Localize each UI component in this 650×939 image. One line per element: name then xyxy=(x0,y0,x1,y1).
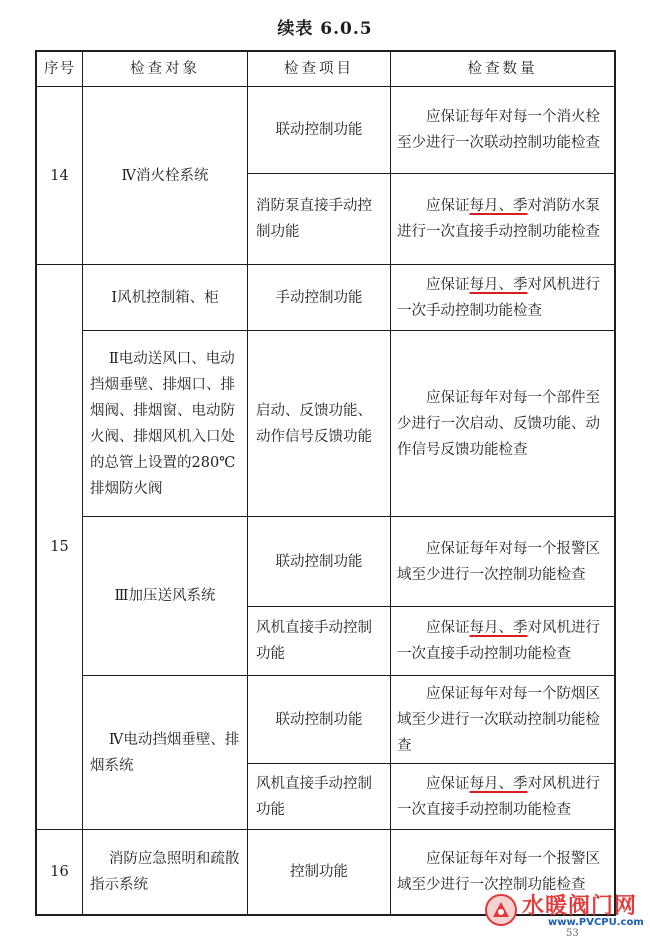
table-border-right xyxy=(614,50,616,916)
row15-object-3-item-1: 联动控制功能 xyxy=(275,553,363,570)
row15-object-3-quantity-1-text: 应保证每年对每一个报警区域至少进行一次控制功能检查 xyxy=(397,540,600,583)
row15-object-4-quantity-2-text xyxy=(397,771,609,823)
row16-quantity-text: 应保证每年对每一个报警区域至少进行一次控制功能检查 xyxy=(397,851,600,893)
row14-quantity-1 xyxy=(397,87,609,173)
header-quantity: 检查数量 xyxy=(467,60,538,77)
row15-object-4-quantity-2 xyxy=(397,764,609,829)
header-item: 检查项目 xyxy=(284,60,354,77)
row15-object-1-quantity-a: 应保证 xyxy=(426,276,470,293)
row15-object-3-quantity-2-b: 对风机进行一次直接手动控制功能检查 xyxy=(397,620,600,662)
header-no: 序号 xyxy=(44,60,75,77)
row15-object-3-quantity-2-text xyxy=(397,615,609,667)
row15-object-3: Ⅲ加压送风系统 xyxy=(114,588,216,604)
row14-item-1: 联动控制功能 xyxy=(275,122,363,138)
row15-object-1-quantity-highlight: 每月、季 xyxy=(469,276,528,293)
row16-object-text: 消防应急照明和疏散指示系统 xyxy=(90,851,240,893)
watermark-text: 水暖阀门网 xyxy=(522,894,638,919)
row16-object xyxy=(90,830,241,914)
row15-object-2-quantity-text: 应保证每年对每一个部件至少进行一次启动、反馈功能、动作信号反馈功能检查 xyxy=(397,389,600,458)
row15-object-4-item-1: 联动控制功能 xyxy=(275,711,363,728)
row15-object-1-quantity xyxy=(397,265,609,330)
row14-item-2: 消防泵直接手动控制功能 xyxy=(256,198,372,240)
row16-number: 16 xyxy=(50,864,69,880)
row15-object-4-quantity-2-highlight: 每月、季 xyxy=(469,775,528,792)
row15-object-4-quantity-1-text: 应保证每年对每一个防烟区域至少进行一次联动控制功能检查 xyxy=(397,685,600,754)
col-divider-2 xyxy=(247,50,248,916)
watermark-logo-icon xyxy=(484,893,518,927)
row14-quantity-2 xyxy=(397,174,609,264)
page-number: 53 xyxy=(566,928,579,939)
row15-object-3-quantity-1 xyxy=(397,517,609,606)
row15-object-4 xyxy=(90,676,241,829)
row15-object-3-quantity-2 xyxy=(397,607,609,675)
row14-quantity-1-text: 应保证每年对每一个消火栓至少进行一次联动控制功能检查 xyxy=(397,109,600,151)
header-object: 检查对象 xyxy=(130,60,200,77)
row15-object-4-item-2: 风机直接手动控制功能 xyxy=(256,775,372,818)
row15-object-2-quantity xyxy=(397,331,609,516)
table-title: 续表 6.0.5 xyxy=(277,19,373,39)
row15-object-4-quantity-2-a: 应保证 xyxy=(426,775,470,792)
row15-object-2-text: Ⅱ电动送风口、电动挡烟垂壁、排烟口、排烟阀、排烟窗、电动防火阀、排烟风机入口处的总管上设置的280℃排烟防火阀 xyxy=(90,350,236,497)
row15-object-2-item: 启动、反馈功能、动作信号反馈功能 xyxy=(256,402,372,445)
row14-quantity-2-highlight: 每月、季 xyxy=(469,198,528,214)
row15-object-1-quantity-text xyxy=(397,272,609,324)
row15-number: 15 xyxy=(50,539,69,555)
row15-object-1-item: 手动控制功能 xyxy=(275,289,363,306)
col-divider-3 xyxy=(390,50,391,916)
row15-object-4-quantity-1 xyxy=(397,676,609,763)
row14-quantity-2-a: 应保证 xyxy=(426,198,470,214)
row15-object-1-quantity-b: 对风机进行一次手动控制功能检查 xyxy=(397,276,600,319)
row15-object-3-item-2: 风机直接手动控制功能 xyxy=(256,620,372,662)
row15-object-2 xyxy=(90,331,241,516)
row15-object-4-text: Ⅳ电动挡烟垂壁、排烟系统 xyxy=(90,731,240,774)
row15-object-4-quantity-2-b: 对风机进行一次直接手动控制功能检查 xyxy=(397,775,600,818)
row14-number: 14 xyxy=(50,167,69,184)
row14-object: Ⅳ消火栓系统 xyxy=(121,167,209,184)
row15-object-3-quantity-2-a: 应保证 xyxy=(426,620,470,636)
row16-item: 控制功能 xyxy=(290,864,348,880)
row15-object-1: Ⅰ风机控制箱、柜 xyxy=(111,289,219,306)
row15-object-3-quantity-2-highlight: 每月、季 xyxy=(469,620,528,636)
row14-quantity-2-b: 对消防水泵进行一次直接手动控制功能检查 xyxy=(397,198,600,240)
row14-quantity-2-text xyxy=(397,193,609,245)
watermark-url: www.PVCPU.com xyxy=(548,917,644,928)
